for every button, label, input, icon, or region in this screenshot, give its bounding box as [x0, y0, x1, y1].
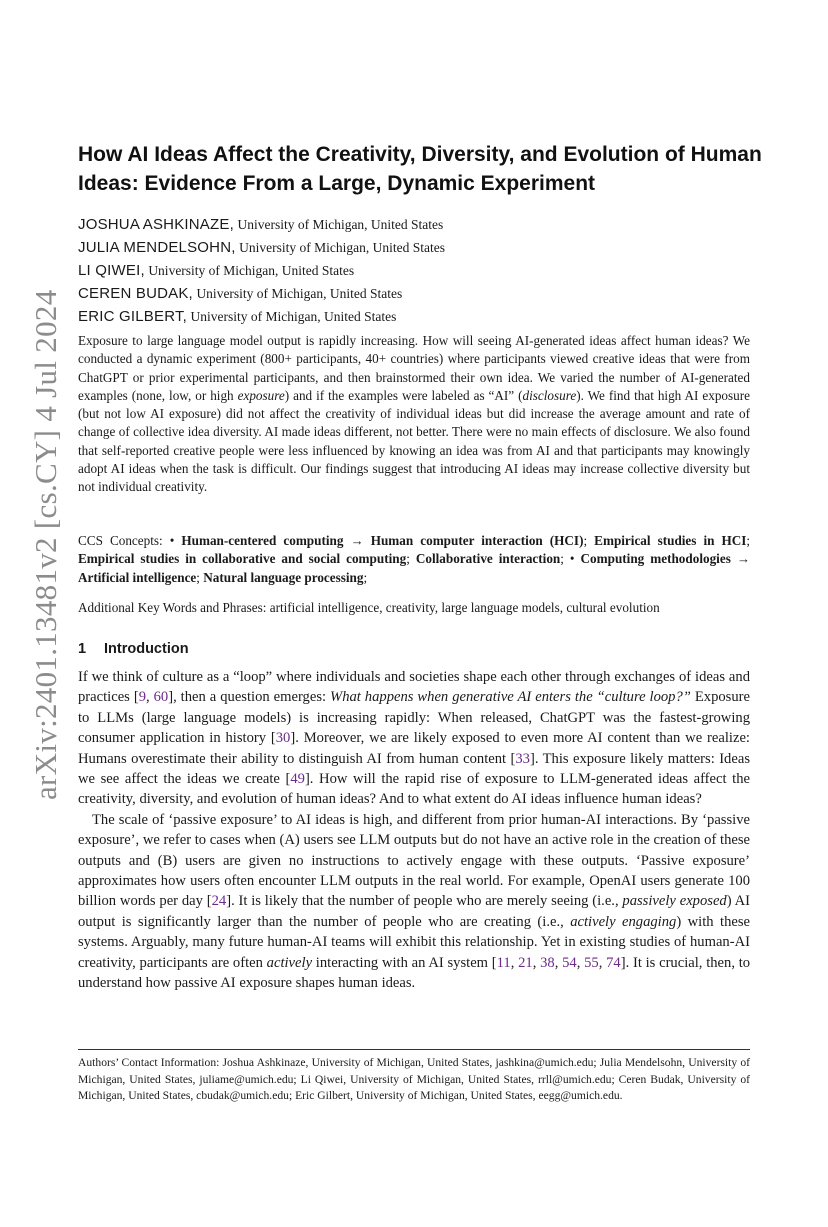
abstract-text: ) and if the examples were labeled as “AI” (	[284, 387, 523, 403]
citation-separator: ,	[145, 689, 154, 706]
body-text: ]. Moreover, we are likely exposed to even more AI content than we realize: Humans overestimate their ability to distinguish AI from human content [	[78, 730, 750, 767]
author-affiliation: University of Michigan, United States	[237, 217, 444, 232]
body-text: ]. This exposure likely matters: Ideas we see affect the ideas we create [	[78, 750, 750, 788]
citation-link[interactable]: 21	[518, 954, 533, 971]
body-text: ], then a question emerges:	[168, 689, 331, 706]
body-text: Exposure to LLMs (large language models) is increasing rapidly: When released, ChatGPT was the fastest-growing consumer application in history [	[78, 689, 750, 747]
author-name: ERIC GILBERT,	[78, 308, 188, 325]
paragraph	[78, 810, 750, 994]
body-text: interacting with an AI system [	[312, 954, 497, 971]
author-contact-footnote: Authors’ Contact Information: Joshua Ashkinaze, University of Michigan, United States, jashkina@umich.edu; Julia Mendelsohn, University of Michigan, United States, juliame@umich.edu; Li Qiwei, University of Michigan, United States, rrll@umich.edu; Ceren Budak, University of Michigan, United States, cbudak@umich.edu; Eric Gilbert, University of Michigan, United States, eegg@umich.edu.	[78, 1056, 750, 1103]
author-line	[78, 306, 750, 329]
section-number: 1	[78, 641, 87, 657]
paper-title: How AI Ideas Affect the Creativity, Diversity, and Evolution of Human Ideas: Evidence From a Large, Dynamic Experiment	[78, 143, 762, 195]
citation-link[interactable]: 54	[562, 954, 577, 971]
citation-link[interactable]: 30	[275, 730, 291, 747]
author-affiliation: University of Michigan, United States	[190, 309, 397, 324]
citation-link[interactable]: 24	[211, 893, 227, 910]
abstract-text: ). We find that high AI exposure (but not low AI exposure) did not affect the creativity of individual ideas but did increase the average amount and rate of change of collective idea diversity. AI made ideas different, not better. There were no main effects of disclosure. We also found that self-reported creative people were less influenced by knowing an idea was from AI and that participants may knowingly adopt AI ideas when the task is difficult. Our findings suggest that introducing AI ideas may increase collective diversity but not individual creativity.	[78, 387, 750, 495]
citation-link[interactable]: 60	[153, 689, 169, 706]
author-name: JOSHUA ASHKINAZE,	[78, 216, 234, 233]
ccs-bullet: •	[169, 533, 175, 548]
abstract-emphasis: disclosure	[522, 387, 577, 403]
keywords: Additional Key Words and Phrases: artificial intelligence, creativity, large language models, cultural evolution	[78, 600, 660, 615]
body-text: ) with these systems. Arguably, many future human-AI teams will exhibit this relationship. Yet in existing studies of human-AI creativity, participants are often	[78, 913, 750, 971]
author-line	[78, 237, 750, 260]
emphasis-text: actively engaging	[570, 913, 677, 930]
ccs-concept: Human-centered computing	[181, 533, 344, 548]
body-text: ]. It is crucial, then, to understand how passive AI exposure shapes human ideas.	[78, 954, 751, 992]
abstract-emphasis: exposure	[237, 387, 285, 403]
paragraph	[78, 667, 750, 810]
ccs-arrow: →	[736, 551, 751, 567]
body-text: ) AI output is significantly larger than the number of people who are creating (i.e.,	[78, 893, 750, 930]
ccs-concept: Computing methodologies	[580, 551, 731, 567]
author-line	[78, 283, 750, 306]
emphasis-text: passively exposed	[622, 893, 727, 910]
body-text: ]. It is likely that the number of people who are merely seeing (i.e.,	[226, 893, 623, 910]
citation-link[interactable]: 11	[496, 954, 511, 971]
author-name: LI QIWEI,	[78, 262, 145, 279]
author-name: JULIA MENDELSOHN,	[78, 239, 236, 256]
emphasis-text: actively	[266, 954, 313, 971]
ccs-bullet: •	[569, 551, 575, 567]
section-title: Introduction	[104, 641, 189, 657]
author-name: CEREN BUDAK,	[78, 285, 193, 302]
body-text: The scale of ‘passive exposure’ to AI ideas is high, and different from prior human-AI interactions. By ‘passive exposure’, we refer to cases when (A) users see LLM outputs but do not have an active role in the creation of these outputs and (B) users are given no instructions to actively engage with these outputs. ‘Passive exposure’ approximates how users often encounter LLM outputs in the real world. For example, OpenAI users generate 100 billion words per day [	[78, 811, 750, 910]
ccs-concept: Empirical studies in HCI	[594, 533, 747, 548]
emphasis-text: What happens when generative AI enters the “culture loop?”	[330, 689, 691, 706]
abstract-text: Exposure to large language model output is rapidly increasing. How will seeing AI-generated ideas affect human ideas? We conducted a dynamic experiment (800+ participants, 40+ countries) where participants viewed creative ideas that were from ChatGPT or prior experimental participants, and then brainstormed their own idea. We varied the number of AI-generated examples (none, low, or high	[78, 333, 750, 403]
author-affiliation: University of Michigan, United States	[148, 263, 355, 278]
ccs-concept: Collaborative interaction	[415, 551, 561, 567]
citation-link[interactable]: 74	[606, 954, 621, 971]
ccs-concept: Artificial intelligence	[78, 569, 197, 585]
body-text: If we think of culture as a “loop” where individuals and societies shape each other through exchanges of ideas and practices [	[78, 669, 750, 706]
author-list	[78, 214, 750, 329]
abstract	[78, 332, 750, 497]
citation-separator: ,	[598, 954, 607, 971]
author-affiliation: University of Michigan, United States	[239, 240, 445, 255]
author-line	[78, 214, 750, 237]
citation-separator: ,	[554, 954, 563, 971]
citation-separator: ,	[510, 954, 519, 971]
footnote-divider	[78, 1049, 750, 1050]
citation-link[interactable]: 55	[584, 954, 599, 971]
ccs-concept: Empirical studies in collaborative and social computing	[78, 551, 407, 567]
ccs-label: CCS Concepts:	[78, 533, 163, 548]
section-heading	[78, 641, 750, 657]
citation-link[interactable]: 38	[540, 954, 555, 971]
citation-link[interactable]: 9	[138, 689, 146, 706]
ccs-concept: Human computer interaction (HCI)	[370, 533, 584, 548]
introduction-body	[78, 667, 750, 994]
author-line	[78, 260, 750, 283]
citation-link[interactable]: 49	[290, 771, 305, 788]
citation-link[interactable]: 33	[515, 750, 530, 767]
author-affiliation: University of Michigan, United States	[196, 286, 403, 301]
citation-separator: ,	[576, 954, 585, 971]
ccs-concept: Natural language processing	[203, 569, 364, 585]
body-text: ]. How will the rapid rise of exposure to LLM-generated ideas affect the creativity, diversity, and evolution of human ideas? And to what extent do AI ideas influence human ideas?	[78, 771, 750, 808]
ccs-arrow: →	[350, 533, 364, 548]
ccs-concepts: CCS Concepts: • Human-centered computing → Human computer interaction (HCI); Empirical studies in HCI; Empirical studies in collaborative and social computing; Collaborative interaction; • Computing methodologies → Artificial intelligence; Natural language processing;	[78, 533, 751, 585]
arxiv-identifier-stamp: arXiv:2401.13481v2 [cs.CY] 4 Jul 2024	[28, 289, 63, 801]
citation-separator: ,	[532, 954, 541, 971]
